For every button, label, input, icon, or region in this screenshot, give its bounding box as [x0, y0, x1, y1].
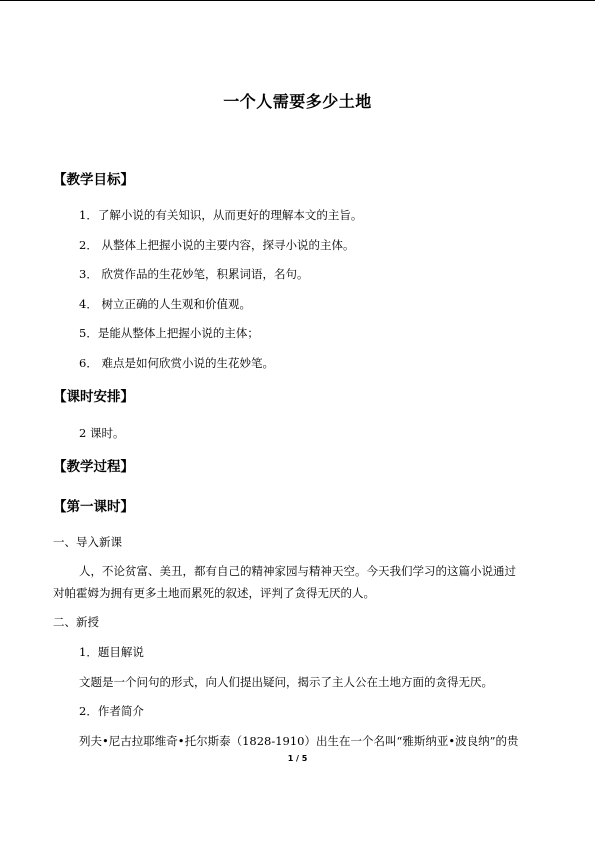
section-intro-title: 一、导入新课: [53, 535, 122, 549]
page-number: 1 / 5: [287, 754, 308, 763]
subsection-author-title: 2．作者简介: [79, 704, 144, 718]
goal-item-1: 1．了解小说的有关知识，从而更好的理解本文的主旨。: [79, 208, 363, 222]
section-intro-para-line1: 人，不论贫富、美丑，都有自己的精神家园与精神天空。今天我们学习的这篇小说通过: [79, 564, 516, 578]
subsection-title-explain: 1．题目解说: [79, 645, 144, 659]
goal-item-3: 3． 欣赏作品的生花妙笔，积累词语，名句。: [79, 267, 309, 281]
schedule-text: 2 课时。: [79, 426, 125, 440]
subsection-author-text: 列夫•尼古拉耶维奇•托尔斯泰（1828-1910）出生在一个名叫“雅斯纳亚•波良纳”的贵: [79, 734, 519, 748]
section-new-title: 二、新授: [53, 615, 99, 629]
goal-item-2: 2． 从整体上把握小说的主要内容，探寻小说的主体。: [79, 238, 355, 252]
top-border-line: [0, 0, 595, 1]
goal-item-4: 4． 树立正确的人生观和价值观。: [79, 297, 251, 311]
heading-first-lesson: 【第一课时】: [53, 499, 134, 515]
heading-teaching-goals: 【教学目标】: [53, 172, 134, 188]
goal-item-5: 5．是能从整体上把握小说的主体；: [79, 326, 259, 340]
heading-schedule: 【课时安排】: [53, 389, 134, 405]
heading-teaching-process: 【教学过程】: [53, 459, 134, 475]
document-title: 一个人需要多少土地: [223, 92, 372, 111]
subsection-title-explain-text: 文题是一个问句的形式，向人们提出疑问，揭示了主人公在土地方面的贪得无厌。: [79, 675, 493, 689]
section-intro-para-line2: 对帕霍姆为拥有更多土地而累死的叙述，评判了贪得无厌的人。: [53, 586, 375, 600]
goal-item-6: 6． 难点是如何欣赏小说的生花妙笔。: [79, 356, 274, 370]
